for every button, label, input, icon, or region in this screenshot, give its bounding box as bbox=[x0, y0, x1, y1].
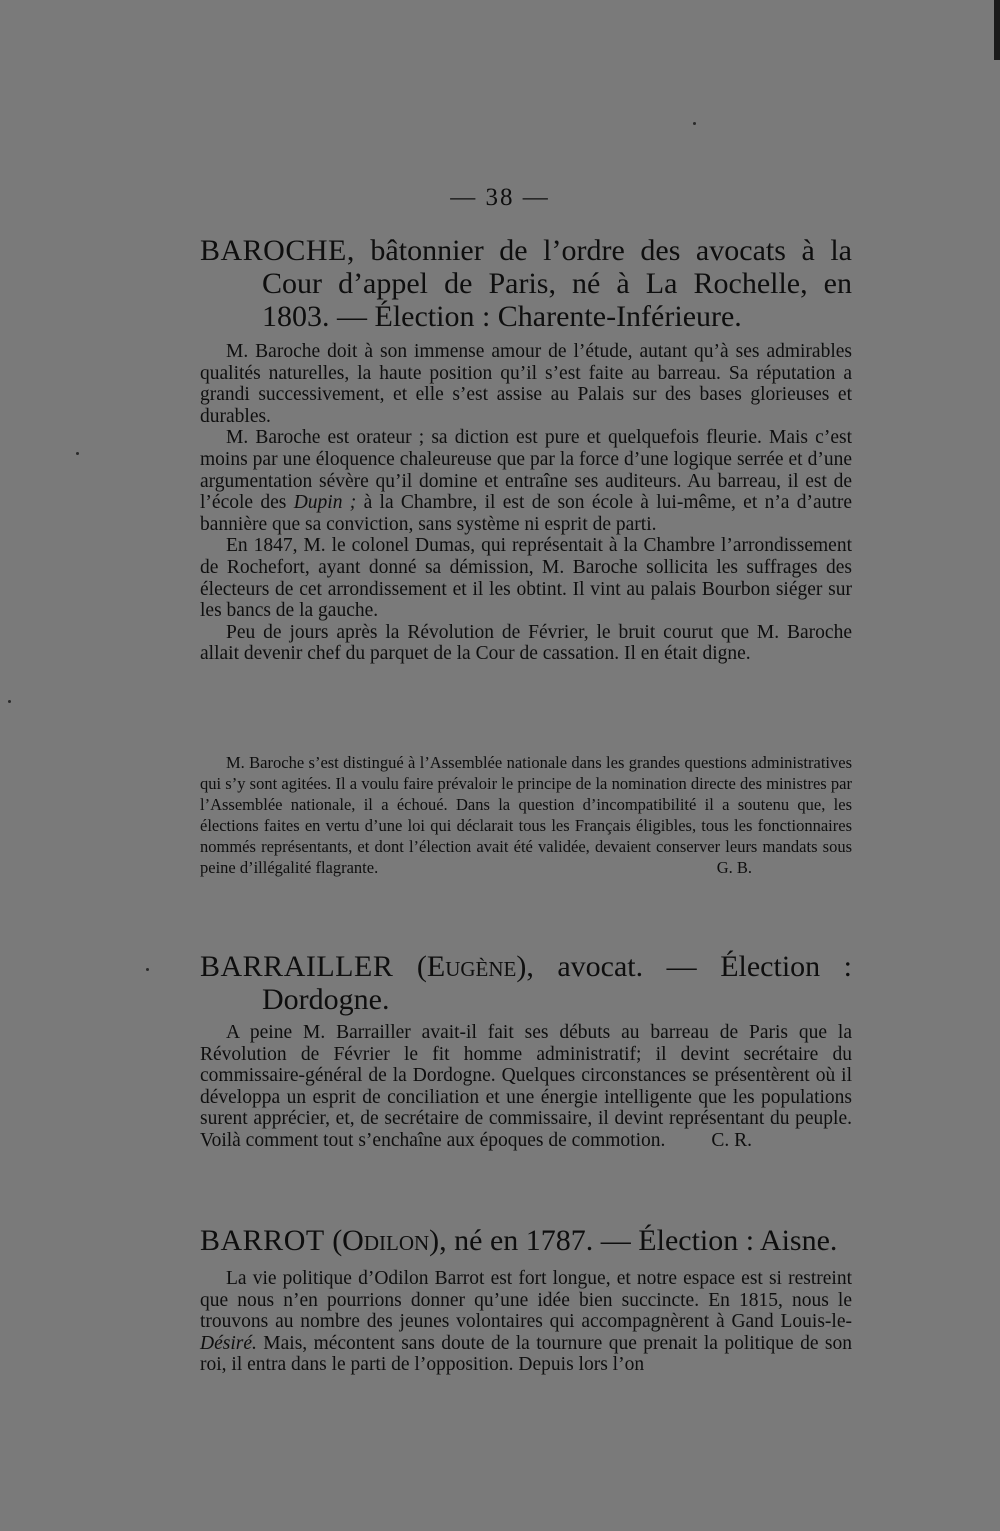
paragraph: Peu de jours après la Révolution de Février, le bruit courut que M. Baroche allait devenir chef du parquet de la Cour de cassation. Il en était digne. bbox=[200, 621, 852, 665]
paragraph: M. Baroche doit à son immense amour de l’étude, autant qu’à ses admirables qualités naturelles, la haute position qu’il s’est faite au barreau. Sa réputation a grandi successivement, et elle s’est assise au Palais sur des bases glorieuses et durables. bbox=[200, 341, 852, 427]
paragraph-text: M. Baroche est orateur ; sa diction est pure et quelquefois fleurie. Mais c’est moins par une éloquence chaleureuse que par la force d’une logique serrée et d’une argumentation sévère qu’il domine et entraîne ses auditeurs. Au barreau, il est de l’école des bbox=[200, 427, 852, 514]
paragraph bbox=[200, 427, 852, 535]
italic-name: Désiré. bbox=[200, 1332, 257, 1354]
paragraph-text: La vie politique d’Odilon Barrot est fort longue, et notre espace est si restreint que nous n’en pourrions donner qu’une idée bien succincte. En 1815, nous le trouvons au nombre des jeunes volontaires qui accompagnèrent à Gand Louis-le- bbox=[200, 1268, 852, 1333]
paragraph: En 1847, M. le colonel Dumas, qui représentait à la Chambre l’arrondissement de Rochefort, ayant donné sa démission, M. Baroche sollicita les suffrages des électeurs de cet arrondissement et il les obtint. Il vint au palais Bourbon siéger sur les bancs de la gauche. bbox=[200, 535, 852, 622]
italic-name: Dupin ; bbox=[293, 492, 357, 514]
author-signature: C. R. bbox=[711, 1129, 752, 1151]
page-edge-mark bbox=[994, 0, 1000, 60]
entry-heading bbox=[200, 234, 852, 333]
paragraph-text: à la Chambre, il est de son école à lui-même, et n’a d’autre bannière que sa conviction, sans système ni esprit de parti. bbox=[200, 492, 852, 535]
entry-baroche bbox=[200, 234, 852, 333]
note-text: M. Baroche s’est distingué à l’Assemblée nationale dans les grandes questions administratives qui s’y sont agitées. Il a voulu faire prévaloir le principe de la nomination directe des ministres par l’Assemblée nationale, il a échoué. Dans la question d’incompatibilité il a soutenu que, les élections faites en vertu d’une loi qui déclarait tous les Français éligibles, tous les fonctionnaires nommés représentants, et dont l’élection avait été validée, devaient conserver leurs mandats sous peine d’illégalité flagrante. bbox=[200, 753, 852, 877]
paragraph bbox=[200, 1022, 852, 1152]
entry-heading bbox=[200, 950, 852, 1016]
page-number: — 38 — bbox=[450, 184, 550, 211]
entry-baroche-note bbox=[200, 752, 852, 878]
entry-barrot bbox=[200, 1224, 852, 1257]
entry-heading-text: , né en 1787. — Élection : Aisne. bbox=[439, 1224, 838, 1257]
paragraph-text: A peine M. Barrailler avait-il fait ses débuts au barreau de Paris que la Révolution de Février le fit homme administratif; il devint secrétaire du commissaire-général de la Dordogne. Quelques circonstances se présentèrent où il développa un esprit de conciliation et une énergie intelligente que les populations surent apprécier, et, de secrétaire de commissaire, il devint représentant du peuple. Voilà comment tout s’enchaîne aux époques de commotion. bbox=[200, 1022, 852, 1151]
entry-given-name: (Odilon) bbox=[332, 1224, 440, 1257]
paragraph bbox=[200, 1268, 852, 1376]
scan-speck bbox=[146, 968, 149, 971]
scan-speck bbox=[76, 452, 79, 455]
entry-heading-text: bâtonnier de l’ordre des avocats à la Cour d’appel de Paris, né à La Rochelle, en 1803. — Élection : Charente-Inférieure. bbox=[262, 234, 852, 333]
paragraph-text: Mais, mécontent sans doute de la tournure que prenait la politique de son roi, il entra dans le parti de l’opposition. Depuis lors l’on bbox=[200, 1332, 852, 1376]
entry-name: BARRAILLER bbox=[200, 950, 394, 983]
entry-name: BAROCHE, bbox=[200, 234, 355, 267]
entry-barrot-body bbox=[200, 1268, 852, 1376]
entry-given-name: (Eugène) bbox=[416, 950, 527, 983]
entry-baroche-body bbox=[200, 341, 852, 665]
entry-heading bbox=[200, 1224, 852, 1257]
author-signature: G. B. bbox=[716, 858, 752, 877]
entry-barrailler-body bbox=[200, 1022, 852, 1152]
note-paragraph bbox=[200, 752, 852, 878]
entry-barrailler bbox=[200, 950, 852, 1016]
scan-speck bbox=[693, 122, 696, 125]
scan-speck bbox=[8, 700, 11, 703]
entry-name: BARROT bbox=[200, 1224, 325, 1257]
entry-heading-text: , avocat. — Élection : Dordogne. bbox=[262, 950, 853, 1016]
